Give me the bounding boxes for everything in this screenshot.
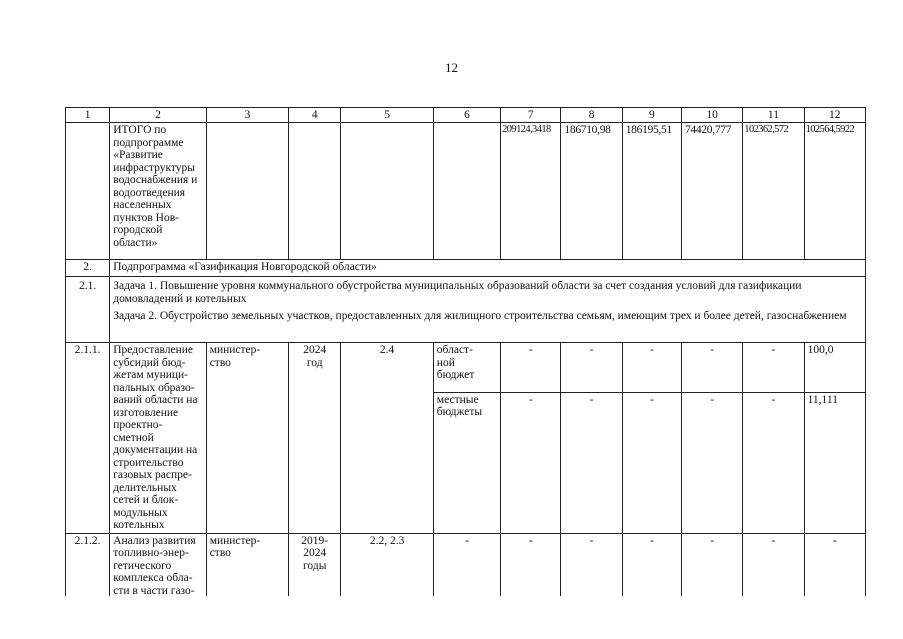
value-col7: - — [501, 533, 561, 611]
text-line: документации на — [113, 444, 198, 456]
value-col9: - — [622, 533, 681, 611]
text-line: ство — [209, 356, 231, 369]
page-number: 12 — [445, 60, 458, 75]
program-table — [65, 107, 866, 612]
row-number: 2.1.2. — [66, 533, 110, 611]
column-number: 5 — [341, 108, 433, 123]
value-col10: - — [682, 533, 743, 611]
text-line: сти в части газо- — [113, 584, 195, 597]
text-line: модульных — [113, 506, 168, 519]
text-line: министер- — [209, 344, 261, 356]
column-number: 9 — [622, 108, 681, 123]
total-value-col10: 74420,777 — [682, 123, 743, 260]
table-cell — [433, 123, 500, 260]
activity-name — [110, 343, 206, 534]
value-col8: - — [561, 343, 622, 393]
funding-source: - — [433, 533, 500, 611]
row-number: 2. — [66, 260, 110, 277]
table-row — [66, 343, 866, 393]
text-line: пальных образо- — [113, 381, 195, 394]
text-line: 2019- — [301, 534, 329, 547]
total-label — [110, 123, 206, 260]
tasks-text — [110, 277, 866, 343]
value-col7: - — [501, 343, 561, 393]
text-line: пунктов Нов- — [113, 211, 179, 224]
text-line: гетического — [113, 559, 172, 572]
value-col11: - — [743, 343, 804, 393]
text-line: подпрограмме — [113, 136, 184, 149]
value-col7: - — [501, 392, 561, 533]
text-line: министер- — [209, 534, 261, 547]
task-2: Задача 2. Обустройство земельных участков, предоставленных для жилищного строительства семьям, имеющим трех и более детей, газоснабжением — [113, 310, 847, 322]
row-number: 2.1. — [66, 277, 110, 343]
text-line: ной — [436, 356, 455, 369]
column-number: 1 — [66, 108, 110, 123]
funding-source — [433, 343, 500, 393]
total-value-col11: 102362,572 — [743, 123, 804, 260]
text-line: делительных — [113, 481, 177, 494]
text-line: инфраструктуры — [113, 161, 195, 174]
column-number: 6 — [433, 108, 500, 123]
total-value-col7: 209124,3418 — [501, 123, 561, 260]
text-line: водоснабжения и — [113, 174, 198, 186]
column-number: 8 — [561, 108, 622, 123]
total-value-col9: 186195,51 — [622, 123, 681, 260]
text-line: водоотведения — [113, 186, 186, 199]
text-line: ваний области на — [113, 394, 198, 406]
period — [289, 343, 341, 534]
text-line: топливно-энер- — [113, 547, 189, 559]
value-col8: - — [561, 533, 622, 611]
text-line: год — [306, 356, 323, 369]
table-cell — [66, 123, 110, 260]
text-line: 2024 — [303, 344, 327, 356]
text-line: 2024 — [303, 547, 327, 559]
column-number: 7 — [501, 108, 561, 123]
value-col11: - — [743, 392, 804, 533]
text-line: годы — [303, 559, 327, 572]
tasks-row — [66, 277, 866, 343]
subprogram-total-row — [66, 123, 866, 260]
subprogram-title: Подпрограмма «Газификация Новгородской области» — [110, 260, 866, 277]
column-number: 12 — [804, 108, 865, 123]
text-line: области» — [113, 236, 158, 249]
text-line: строительство — [113, 456, 184, 469]
table-cell — [289, 123, 341, 260]
page-bottom-margin — [0, 596, 903, 639]
text-line: ство — [209, 547, 231, 559]
text-line: городской — [113, 224, 163, 236]
value-col12: 100,0 — [804, 343, 865, 393]
text-line: комплекса обла- — [113, 572, 193, 584]
text-line: субсидий бюд- — [113, 356, 186, 369]
executor — [206, 343, 288, 534]
value-col10: - — [682, 343, 743, 393]
row-number: 2.1.1. — [66, 343, 110, 534]
value-col8: - — [561, 392, 622, 533]
text-line: Анализ развития — [113, 534, 196, 547]
text-line: ИТОГО по — [113, 124, 167, 136]
value-col10: - — [682, 392, 743, 533]
table-cell — [206, 123, 288, 260]
value-col11: - — [743, 533, 804, 611]
text-line: местные — [436, 393, 479, 406]
table-cell — [341, 123, 433, 260]
value-col9: - — [622, 392, 681, 533]
value-col9: - — [622, 343, 681, 393]
text-line: сетей и блок- — [113, 494, 179, 506]
text-line: изготовление — [113, 406, 179, 419]
column-number: 11 — [743, 108, 804, 123]
total-value-col8: 186710,98 — [561, 123, 622, 260]
column-number: 10 — [682, 108, 743, 123]
value-col12: 11,111 — [804, 392, 865, 533]
column-number: 4 — [289, 108, 341, 123]
column-number-row — [66, 108, 866, 123]
text-line: «Развитие — [113, 149, 163, 161]
text-line: бюджеты — [436, 406, 483, 419]
text-line: бюджет — [436, 369, 475, 381]
text-line: населенных — [113, 199, 172, 211]
column-number: 2 — [110, 108, 206, 123]
text-line: котельных — [113, 519, 165, 531]
total-value-col12: 102564,5922 — [804, 123, 865, 260]
value-col12: - — [804, 533, 865, 611]
task-1: Задача 1. Повышение уровня коммунального обустройства муниципальных образований области за счет создания условий для газификации домовладений и котельных — [113, 280, 802, 305]
text-line: газовых распре- — [113, 469, 192, 481]
target-indicator: 2.2, 2.3 — [341, 533, 433, 611]
target-indicator: 2.4 — [341, 343, 433, 534]
funding-source — [433, 392, 500, 533]
text-line: проектно-сметной — [113, 419, 163, 444]
text-line: област- — [436, 344, 473, 356]
text-line: жетам муници- — [113, 369, 189, 381]
text-line: Предоставление — [113, 344, 194, 356]
column-number: 3 — [206, 108, 288, 123]
subprogram-row — [66, 260, 866, 277]
